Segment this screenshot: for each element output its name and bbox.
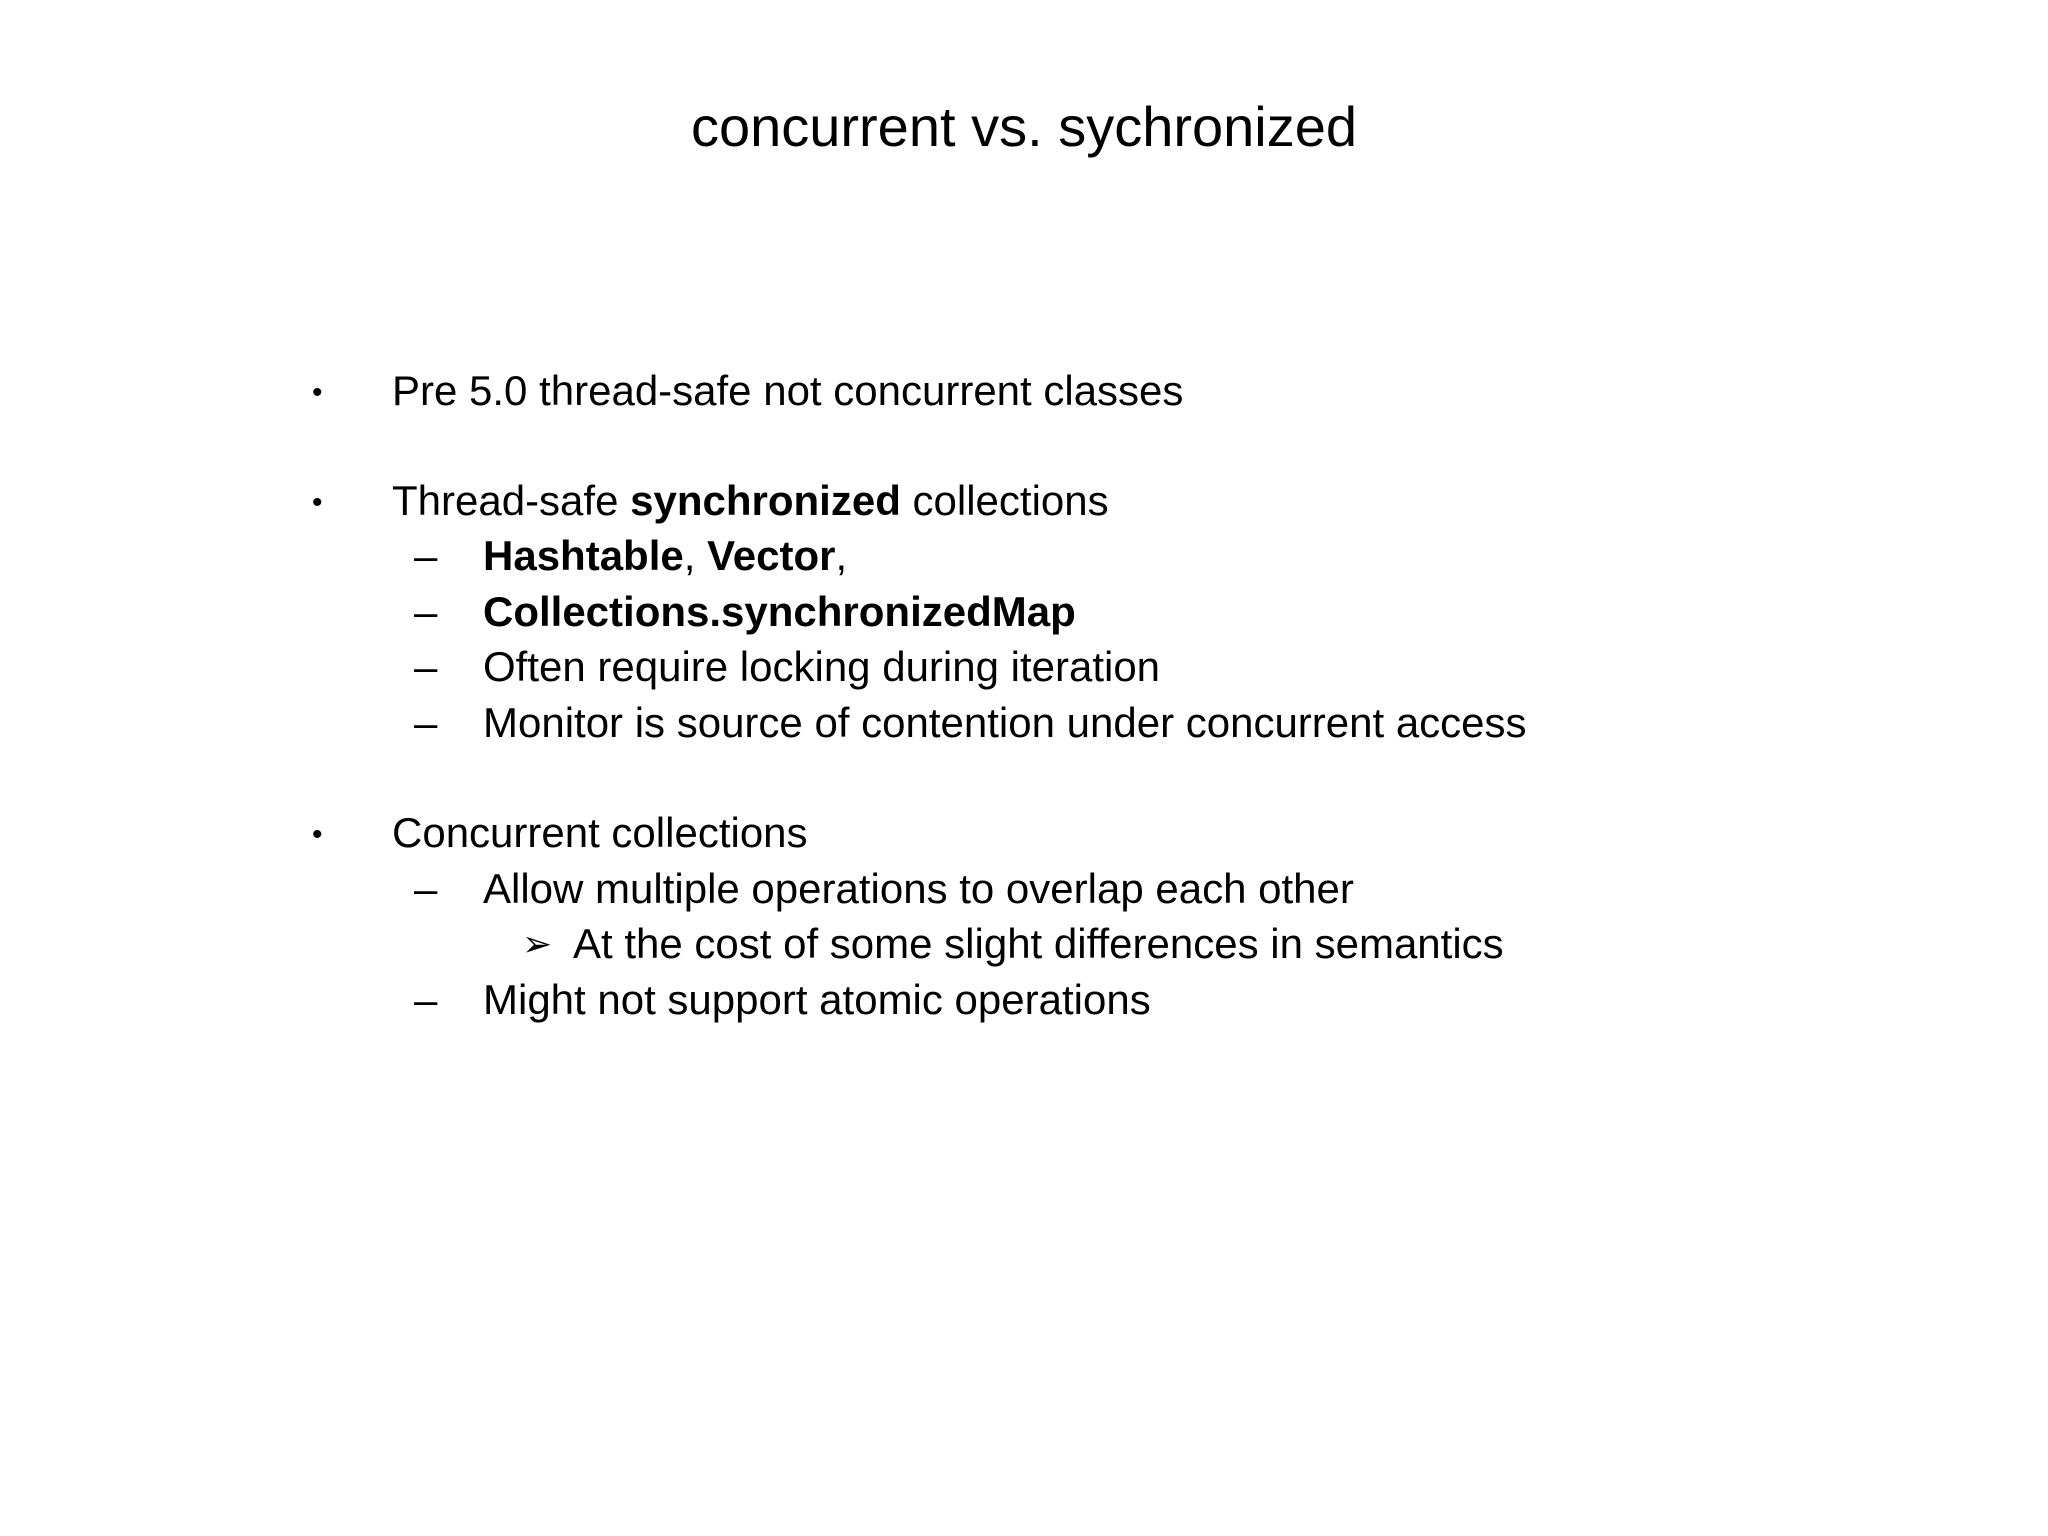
subitem-overlap-operations: Allow multiple operations to overlap each other bbox=[483, 865, 1354, 912]
subitem-bold-synchronizedmap: Collections.synchronizedMap bbox=[483, 588, 1076, 635]
dash-icon: – bbox=[414, 532, 438, 579]
bullet-synchronized-collections bbox=[392, 476, 1109, 526]
subitem-synchronized-map bbox=[483, 587, 1076, 637]
subitem-bold-hashtable: Hashtable bbox=[483, 532, 684, 579]
bullet-concurrent-collections: Concurrent collections bbox=[392, 809, 808, 856]
dash-icon: – bbox=[414, 699, 438, 746]
subitem-locking-iteration: Often require locking during iteration bbox=[483, 643, 1161, 690]
bullet-text-bold: synchronized bbox=[630, 477, 901, 524]
bullet-pre-5-classes: Pre 5.0 thread-safe not concurrent classes bbox=[392, 367, 1184, 414]
dash-icon: – bbox=[414, 588, 438, 635]
bullet-icon: • bbox=[312, 376, 323, 409]
dash-icon: – bbox=[414, 643, 438, 690]
arrow-bullet-icon: ➢ bbox=[522, 923, 553, 964]
slide-title: concurrent vs. sychronized bbox=[690, 95, 1358, 158]
dash-icon: – bbox=[414, 865, 438, 912]
bullet-icon: • bbox=[312, 818, 323, 851]
subitem-separator: , bbox=[683, 532, 708, 579]
bullet-icon: • bbox=[312, 486, 323, 519]
subitem-comma: , bbox=[835, 532, 848, 579]
bullet-text-post: collections bbox=[900, 477, 1109, 524]
subitem-monitor-contention: Monitor is source of contention under concurrent access bbox=[483, 699, 1527, 746]
bullet-text-pre: Thread-safe bbox=[392, 477, 631, 524]
subsubitem-semantics-cost: At the cost of some slight differences in semantics bbox=[573, 920, 1504, 967]
subitem-bold-vector: Vector bbox=[707, 532, 836, 579]
subitem-atomic-operations: Might not support atomic operations bbox=[483, 976, 1151, 1023]
subitem-hashtable-vector bbox=[483, 531, 847, 581]
dash-icon: – bbox=[414, 976, 438, 1023]
